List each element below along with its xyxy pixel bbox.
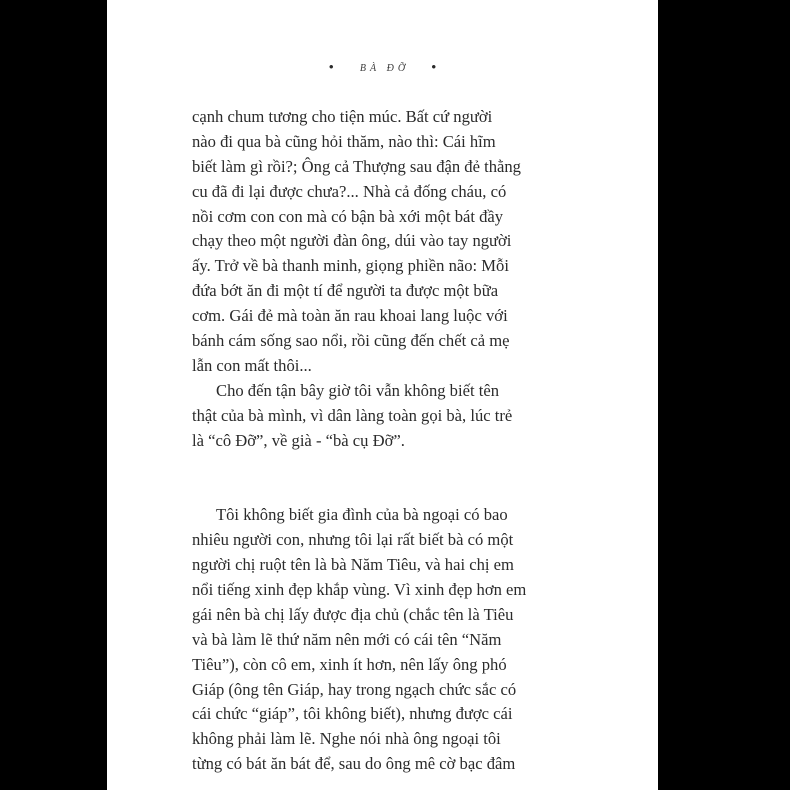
paragraph bbox=[192, 503, 576, 777]
text-line: Giáp (ông tên Giáp, hay trong ngạch chức sắc có bbox=[192, 679, 517, 699]
text-line: cơm. Gái đẻ mà toàn ăn rau khoai lang luộc với bbox=[192, 306, 508, 326]
text-line: và bà làm lẽ thứ năm nên mới có cái tên “Năm bbox=[192, 629, 502, 649]
text-line: Cho đến tận bây giờ tôi vẫn không biết tên bbox=[216, 380, 499, 400]
text-line: cái chức “giáp”, tôi không biết), nhưng được cái bbox=[192, 704, 513, 724]
text-line: gái nên bà chị lấy được địa chủ (chắc tên là Tiêu bbox=[192, 604, 514, 624]
text-line: cạnh chum tương cho tiện múc. Bất cứ người bbox=[192, 107, 493, 126]
text-line: từng có bát ăn bát để, sau do ông mê cờ bạc đâm bbox=[192, 754, 516, 774]
bullet-right: • bbox=[431, 59, 437, 76]
paragraph bbox=[192, 105, 576, 379]
text-line: nồi cơm con con mà có bận bà xới một bát đầy bbox=[192, 206, 504, 226]
text-line: bánh cám sống sao nổi, rồi cũng đến chết cả mẹ bbox=[192, 331, 510, 351]
text-line: ấy. Trở về bà thanh minh, giọng phiền não: Mỗi bbox=[192, 256, 509, 276]
text-line: đứa bớt ăn đi một tí để người ta được một bữa bbox=[192, 281, 499, 301]
text-line: cu đã đi lại được chưa?... Nhà cả đống cháu, có bbox=[192, 181, 507, 201]
text-line: nhiêu người con, nhưng tôi lại rất biết bà có một bbox=[192, 530, 514, 550]
page-body-text bbox=[192, 105, 576, 777]
text-line: là “cô Đỡ”, về già - “bà cụ Đỡ”. bbox=[192, 430, 405, 450]
text-line: không phải làm lẽ. Nghe nói nhà ông ngoại tôi bbox=[192, 729, 501, 749]
text-line: biết làm gì rồi?; Ông cả Thượng sau đận đẻ thằng bbox=[192, 156, 521, 176]
text-line: nào đi qua bà cũng hỏi thăm, nào thì: Cái hĩm bbox=[192, 131, 496, 151]
bullet-left: • bbox=[328, 59, 334, 76]
text-line: lẫn con mất thôi... bbox=[192, 355, 312, 375]
book-page bbox=[107, 0, 658, 790]
running-head bbox=[107, 58, 658, 78]
chapter-title: BÀ ĐỠ bbox=[359, 62, 410, 74]
section-break bbox=[192, 453, 576, 503]
paragraph bbox=[192, 379, 576, 454]
text-line: chạy theo một người đàn ông, dúi vào tay người bbox=[192, 231, 512, 251]
text-line: nổi tiếng xinh đẹp khắp vùng. Vì xinh đẹp hơn em bbox=[192, 579, 527, 599]
text-line: người chị ruột tên là bà Năm Tiêu, và hai chị em bbox=[192, 555, 514, 575]
text-line: thật của bà mình, vì dân làng toàn gọi bà, lúc trẻ bbox=[192, 405, 513, 425]
text-line: Tôi không biết gia đình của bà ngoại có bao bbox=[216, 505, 508, 525]
text-line: Tiêu”), còn cô em, xinh ít hơn, nên lấy ông phó bbox=[192, 654, 507, 674]
